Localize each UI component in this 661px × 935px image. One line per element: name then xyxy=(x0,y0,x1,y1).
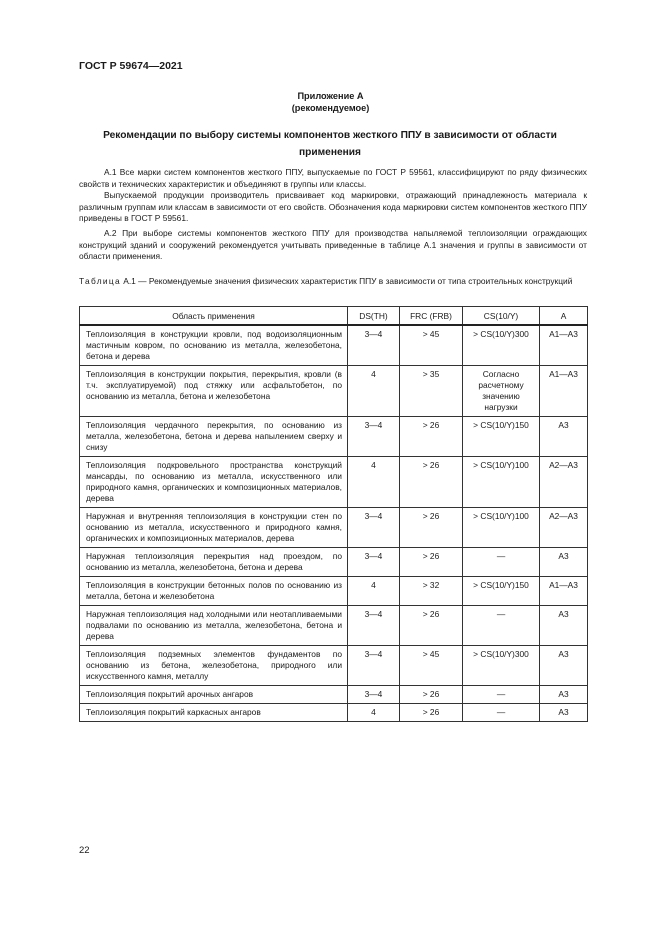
cell-frc: > 26 xyxy=(400,704,463,722)
cell-frc: > 32 xyxy=(400,577,463,606)
cell-frc: > 45 xyxy=(400,325,463,366)
paragraph-a1-marking: Выпускаемой продукции производитель присваивает код маркировки, отражающий принадлежность материала к различным группам или классам в зависимости от его свойств. Обозначения кода маркировки систем компонентов жесткого ППУ приведены в ГОСТ Р 59561. xyxy=(79,190,587,223)
cell-a: A1—A3 xyxy=(540,577,588,606)
table-row xyxy=(80,686,588,704)
table-row xyxy=(80,606,588,646)
cell-a: A1—A3 xyxy=(540,366,588,417)
cell-a: A3 xyxy=(540,548,588,577)
table-row xyxy=(80,508,588,548)
cell-area: Теплоизоляция покрытий каркасных ангаров xyxy=(80,704,348,722)
cell-ds: 3—4 xyxy=(348,417,400,457)
column-header-area: Область применения xyxy=(80,307,348,326)
cell-area: Наружная теплоизоляция над холодными или неотапливаемыми подвалами по основанию из металла, железобетона, бетона и дерева xyxy=(80,606,348,646)
cell-frc: > 26 xyxy=(400,548,463,577)
cell-area: Теплоизоляция покрытий арочных ангаров xyxy=(80,686,348,704)
cell-a: A3 xyxy=(540,417,588,457)
column-header-a: A xyxy=(540,307,588,326)
table-row xyxy=(80,457,588,508)
cell-area: Теплоизоляция в конструкции бетонных полов по основанию из металла, бетона и железобетона xyxy=(80,577,348,606)
standard-number: ГОСТ Р 59674—2021 xyxy=(79,60,183,72)
table-row xyxy=(80,646,588,686)
table-row xyxy=(80,548,588,577)
table-caption-label: Таблица xyxy=(79,276,121,286)
cell-a: A3 xyxy=(540,606,588,646)
cell-area: Теплоизоляция в конструкции кровли, под водоизоляционным мастичным ковром, по основанию из металла, железобетона, бетона и дерева xyxy=(80,325,348,366)
cell-area: Теплоизоляция подкровельного пространства конструкций мансарды, по основанию из металла, искусственного или природного камня, органических и композиционных материалов, дерева xyxy=(80,457,348,508)
table-caption-text: А.1 — Рекомендуемые значения физических характеристик ППУ в зависимости от типа строительных конструкций xyxy=(120,276,573,286)
cell-cs: > CS(10/Y)150 xyxy=(463,417,540,457)
cell-a: A2—A3 xyxy=(540,508,588,548)
cell-ds: 3—4 xyxy=(348,606,400,646)
paragraph-a2: А.2 При выборе системы компонентов жесткого ППУ для производства напыляемой теплоизоляции ограждающих конструкций зданий и сооружений рекомендуется учитывать приведенные в таблице А.1 значения и группы в зависимости от области применения. xyxy=(79,228,587,261)
annex-title: Приложение А xyxy=(297,91,364,101)
cell-a: A3 xyxy=(540,686,588,704)
column-header-frc: FRC (FRB) xyxy=(400,307,463,326)
cell-ds: 4 xyxy=(348,704,400,722)
table-row xyxy=(80,577,588,606)
cell-area: Теплоизоляция в конструкции покрытия, перекрытия, кровли (в т.ч. эксплуатируемой) под стяжку или асфальтобетон, по основанию из металла, бетона и железобетона xyxy=(80,366,348,417)
cell-frc: > 45 xyxy=(400,646,463,686)
cell-ds: 3—4 xyxy=(348,508,400,548)
cell-area: Теплоизоляция подземных элементов фундаментов по основанию из бетона, железобетона, природного или искусственного камня, металлу xyxy=(80,646,348,686)
cell-a: A1—A3 xyxy=(540,325,588,366)
table-caption xyxy=(79,276,589,288)
characteristics-table xyxy=(79,306,588,722)
cell-ds: 3—4 xyxy=(348,646,400,686)
cell-ds: 4 xyxy=(348,366,400,417)
cell-cs: > CS(10/Y)300 xyxy=(463,646,540,686)
cell-frc: > 26 xyxy=(400,606,463,646)
cell-frc: > 26 xyxy=(400,457,463,508)
main-title: Рекомендации по выбору системы компонентов жесткого ППУ в зависимости от области применения xyxy=(103,130,557,158)
cell-cs: — xyxy=(463,548,540,577)
page-number: 22 xyxy=(79,845,90,856)
cell-ds: 3—4 xyxy=(348,686,400,704)
table-row xyxy=(80,366,588,417)
table-row xyxy=(80,325,588,366)
column-header-ds: DS(TH) xyxy=(348,307,400,326)
annex-status: (рекомендуемое) xyxy=(291,103,370,113)
cell-a: A3 xyxy=(540,704,588,722)
cell-cs: — xyxy=(463,704,540,722)
cell-a: A2—A3 xyxy=(540,457,588,508)
table-row xyxy=(80,704,588,722)
cell-ds: 4 xyxy=(348,577,400,606)
cell-area: Теплоизоляция чердачного перекрытия, по основанию из металла, железобетона, бетона и дерева напылением сверху и снизу xyxy=(80,417,348,457)
paragraph-a1: А.1 Все марки систем компонентов жесткого ППУ, выпускаемые по ГОСТ Р 59561, классифицируют по ряду физических свойств и технических характеристик и объединяют в группы или классы. xyxy=(79,167,587,189)
cell-cs: > CS(10/Y)300 xyxy=(463,325,540,366)
cell-frc: > 26 xyxy=(400,508,463,548)
table-header-row xyxy=(80,307,588,326)
cell-ds: 3—4 xyxy=(348,548,400,577)
cell-frc: > 26 xyxy=(400,417,463,457)
cell-area: Наружная теплоизоляция перекрытия над проездом, по основанию из металла, железобетона, бетона и дерева xyxy=(80,548,348,577)
cell-cs: Согласно расчетному значению нагрузки xyxy=(463,366,540,417)
cell-cs: > CS(10/Y)100 xyxy=(463,457,540,508)
cell-cs: — xyxy=(463,606,540,646)
column-header-cs: CS(10/Y) xyxy=(463,307,540,326)
cell-ds: 3—4 xyxy=(348,325,400,366)
cell-frc: > 26 xyxy=(400,686,463,704)
cell-frc: > 35 xyxy=(400,366,463,417)
cell-cs: > CS(10/Y)100 xyxy=(463,508,540,548)
cell-cs: — xyxy=(463,686,540,704)
cell-ds: 4 xyxy=(348,457,400,508)
table-row xyxy=(80,417,588,457)
cell-cs: > CS(10/Y)150 xyxy=(463,577,540,606)
cell-area: Наружная и внутренняя теплоизоляция в конструкции стен по основанию из металла, искусственного и природного камня, органических и композиционных материалов, дерева xyxy=(80,508,348,548)
cell-a: A3 xyxy=(540,646,588,686)
